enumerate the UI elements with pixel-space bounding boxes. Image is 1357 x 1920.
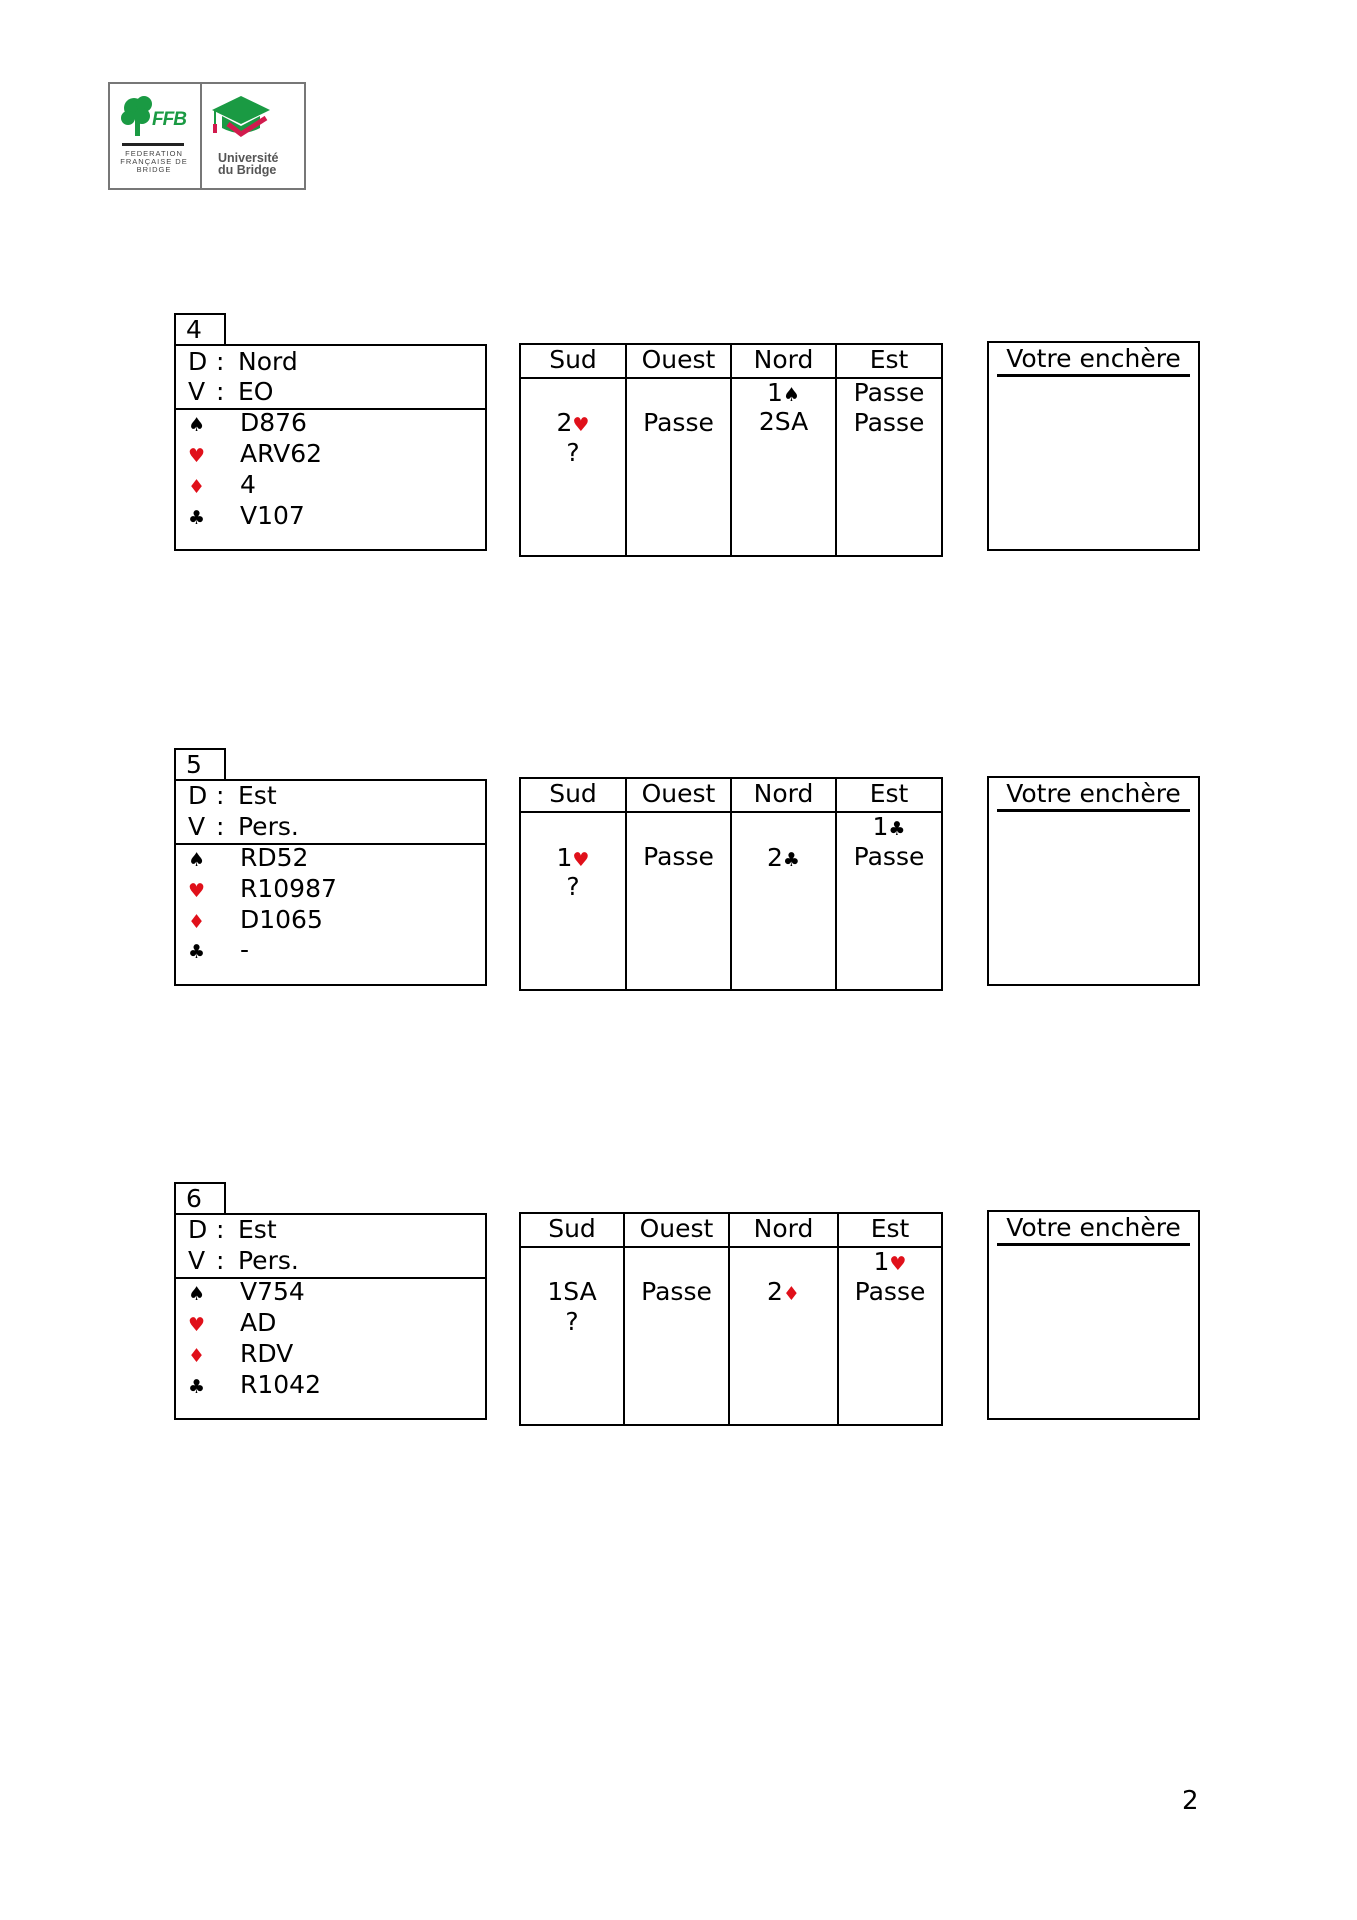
- auction-table: [519, 777, 943, 991]
- header-sud: Sud: [548, 1214, 596, 1243]
- bid-sud-2: ?: [565, 1307, 579, 1336]
- club-icon: ♣: [188, 1376, 206, 1398]
- spade-icon: ♠: [188, 849, 206, 871]
- spade-icon: ♠: [188, 414, 206, 436]
- vulnerability-label: V: [188, 377, 206, 406]
- mortarboard-icon: [208, 94, 274, 144]
- deal-number-tab: [174, 313, 226, 345]
- logo-federation-text: FEDERATION FRANÇAISE DE BRIDGE: [120, 149, 188, 174]
- hand-box: D : Nord V : EO ♠ D876 ♥ ARV62 ♦ 4 ♣ V107: [174, 344, 487, 551]
- hand-diamonds: RDV: [240, 1339, 294, 1368]
- header-est: Est: [870, 1214, 910, 1243]
- diamond-icon: ♦: [188, 911, 206, 933]
- dealer-label: D: [188, 347, 208, 376]
- hand-spades: RD52: [240, 843, 309, 872]
- dealer-value: Est: [238, 781, 277, 810]
- hand-spades: D876: [240, 408, 307, 437]
- club-icon: ♣: [188, 941, 206, 963]
- heart-icon: ♥: [188, 1314, 206, 1336]
- vulnerability-value: Pers.: [238, 1246, 299, 1275]
- diamond-icon: ♦: [782, 1283, 800, 1305]
- header-est: Est: [869, 345, 909, 374]
- vulnerability-label: V: [188, 812, 206, 841]
- club-icon: ♣: [888, 818, 906, 840]
- hand-box: D : Est V : Pers. ♠ RD52 ♥ R10987 ♦ D1065 ♣ -: [174, 779, 487, 986]
- dealer-label: D: [188, 1215, 208, 1244]
- bid-est-2: Passe: [854, 1277, 926, 1306]
- bid-ouest-1: Passe: [643, 408, 714, 437]
- header-nord: Nord: [753, 779, 814, 808]
- bid-sud-1: 1♥: [521, 843, 625, 875]
- dealer-value: Nord: [238, 347, 298, 376]
- bid-est-1: 1♥: [839, 1247, 941, 1279]
- header-ouest: Ouest: [641, 779, 716, 808]
- hand-box: D : Est V : Pers. ♠ V754 ♥ AD ♦ RDV ♣ R1042: [174, 1213, 487, 1420]
- hand-clubs: R1042: [240, 1370, 321, 1399]
- deal-number-tab: [174, 748, 226, 780]
- diamond-icon: ♦: [188, 476, 206, 498]
- deal-number: 6: [186, 1184, 202, 1213]
- bid-est-2: Passe: [853, 842, 925, 871]
- bid-nord-2: 2SA: [758, 407, 809, 436]
- auction-table: [519, 343, 943, 557]
- bid-sud-2: ?: [566, 438, 580, 467]
- header-nord: Nord: [753, 345, 814, 374]
- dealer-label: D: [188, 781, 208, 810]
- vulnerability-value: Pers.: [238, 812, 299, 841]
- ffb-logo: [108, 82, 306, 190]
- answer-title: Votre enchère: [1006, 1213, 1181, 1242]
- heart-icon: ♥: [188, 445, 206, 467]
- auction-table: [519, 1212, 943, 1426]
- hand-hearts: AD: [240, 1308, 277, 1337]
- vulnerability-value: EO: [238, 377, 274, 406]
- answer-box[interactable]: [987, 341, 1200, 551]
- answer-title: Votre enchère: [1006, 779, 1181, 808]
- bid-sud-1: 2♥: [521, 408, 625, 440]
- deal-number: 4: [186, 315, 202, 344]
- heart-icon: ♥: [572, 414, 590, 436]
- deal-number-tab: [174, 1182, 226, 1214]
- page-number: 2: [1182, 1786, 1199, 1816]
- diamond-icon: ♦: [188, 1345, 206, 1367]
- header-nord: Nord: [753, 1214, 814, 1243]
- bid-nord-1: 2♦: [730, 1277, 837, 1309]
- bid-nord-1: 2♣: [732, 843, 835, 875]
- header-est: Est: [869, 779, 909, 808]
- heart-icon: ♥: [889, 1253, 907, 1275]
- heart-icon: ♥: [572, 849, 590, 871]
- spade-icon: ♠: [188, 1283, 206, 1305]
- logo-universite-text: Université du Bridge: [218, 151, 279, 177]
- bid-ouest-1: Passe: [643, 842, 714, 871]
- bid-nord-1: 1♠: [732, 378, 835, 410]
- hand-clubs: V107: [240, 501, 305, 530]
- dealer-value: Est: [238, 1215, 277, 1244]
- hand-spades: V754: [240, 1277, 305, 1306]
- bid-est-2: Passe: [853, 408, 925, 437]
- header-sud: Sud: [549, 345, 597, 374]
- bid-sud-2: ?: [566, 872, 580, 901]
- vulnerability-label: V: [188, 1246, 206, 1275]
- deal-number: 5: [186, 750, 202, 779]
- hand-diamonds: 4: [240, 470, 256, 499]
- bid-sud-1: 1SA: [547, 1277, 597, 1306]
- spade-icon: ♠: [782, 384, 800, 406]
- answer-box[interactable]: [987, 1210, 1200, 1420]
- bid-est-1: 1♣: [837, 812, 941, 844]
- header-sud: Sud: [549, 779, 597, 808]
- club-icon: ♣: [782, 849, 800, 871]
- answer-title: Votre enchère: [1006, 344, 1181, 373]
- answer-box[interactable]: [987, 776, 1200, 986]
- hand-hearts: R10987: [240, 874, 337, 903]
- header-ouest: Ouest: [641, 345, 716, 374]
- header-ouest: Ouest: [639, 1214, 714, 1243]
- hand-diamonds: D1065: [240, 905, 323, 934]
- bid-ouest-1: Passe: [641, 1277, 712, 1306]
- club-icon: ♣: [188, 507, 206, 529]
- hand-clubs: -: [240, 935, 250, 964]
- logo-brand: FFB: [152, 109, 186, 130]
- bid-est-1: Passe: [853, 378, 925, 407]
- heart-icon: ♥: [188, 880, 206, 902]
- hand-hearts: ARV62: [240, 439, 323, 468]
